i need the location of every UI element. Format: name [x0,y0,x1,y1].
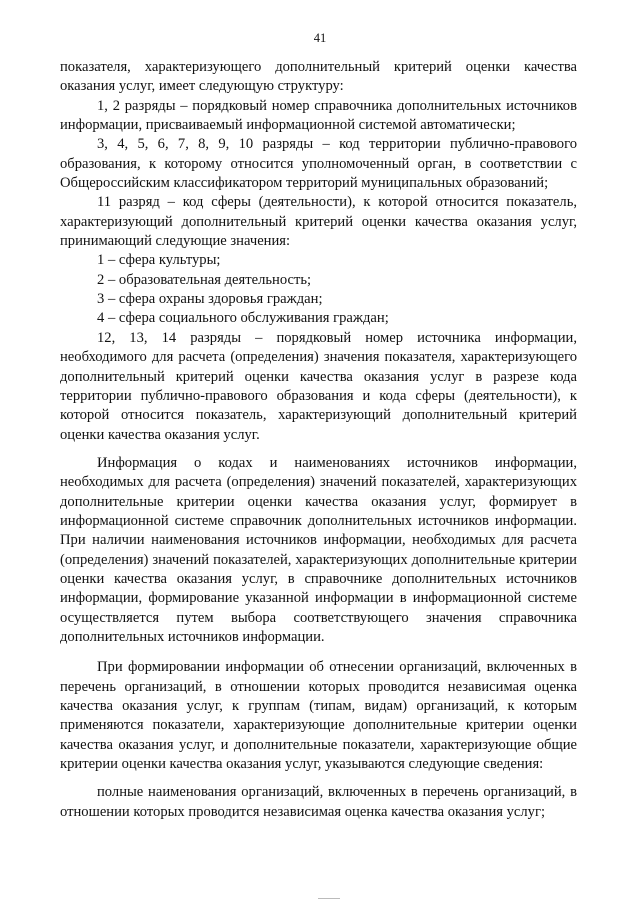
paragraph-digit-11: 11 разряд – код сферы (деятельности), к которой относится показатель, характеризующий дополнительный критерий оценки качества оказания услуг, принимающий следующие значения: [60,194,577,250]
list-item-sphere-1: 1 – сфера культуры; [97,252,221,269]
paragraph-sources-info: Информация о кодах и наименованиях источников информации, необходимых для расчета (определения) значений показателей, характеризующих дополнительные критерии оценки качества оказания услуг, формирует в информационной системе справочник дополнительных источников информации. При наличии наименования источников информации, необходимых для расчета (определения) значений показателей, характеризующих дополнительные критерии оценки качества оказания услуг, в справочнике дополнительных источников информации, формирование указанной информации в информационной системе осуществляется путем выбора соответствующего значения справочника дополнительных источников информации. [60,454,577,645]
paragraph-digits-3-10: 3, 4, 5, 6, 7, 8, 9, 10 разряды – код территории публично-правового образования, к которому относится уполномоченный орган, в соответствии с Общероссийским классификатором территорий муниципальных образований; [60,136,577,192]
paragraph-digits-12-14: 12, 13, 14 разряды – порядковый номер источника информации, необходимого для расчета (определения) значения показателя, характеризующего дополнительный критерий оценки качества оказания услуг в разрезе кода территории публично-правового образования и кода сферы (деятельности), к которой относится показатель, характеризующий дополнительный критерий оценки качества оказания услуг. [60,329,577,443]
scan-artifact [318,898,340,899]
list-item-sphere-4: 4 – сфера социального обслуживания граждан; [97,310,389,327]
paragraph-structure-intro: показателя, характеризующего дополнительный критерий оценки качества оказания услуг, имеет следующую структуру: [60,59,577,95]
page-number: 41 [313,31,327,45]
list-item-sphere-3: 3 – сфера охраны здоровья граждан; [97,291,323,308]
paragraph-organizations-info: При формировании информации об отнесении организаций, включенных в перечень организаций, в отношении которых проводится независимая оценка качества оказания услуг, к группам (типам, видам) организаций, к которым применяются показатели, характеризующие дополнительные критерии оценки качества оказания услуг, и дополнительные показатели, характеризующие общие критерии оценки качества оказания услуг, указываются следующие сведения: [60,659,577,773]
paragraph-full-names: полные наименования организаций, включенных в перечень организаций, в отношении которых проводится независимая оценка качества оказания услуг; [60,784,577,820]
paragraph-digits-1-2: 1, 2 разряды – порядковый номер справочника дополнительных источников информации, присваиваемый информационной системой автоматически; [60,97,577,134]
document-body [60,58,577,822]
list-item-sphere-2: 2 – образовательная деятельность; [97,271,312,288]
